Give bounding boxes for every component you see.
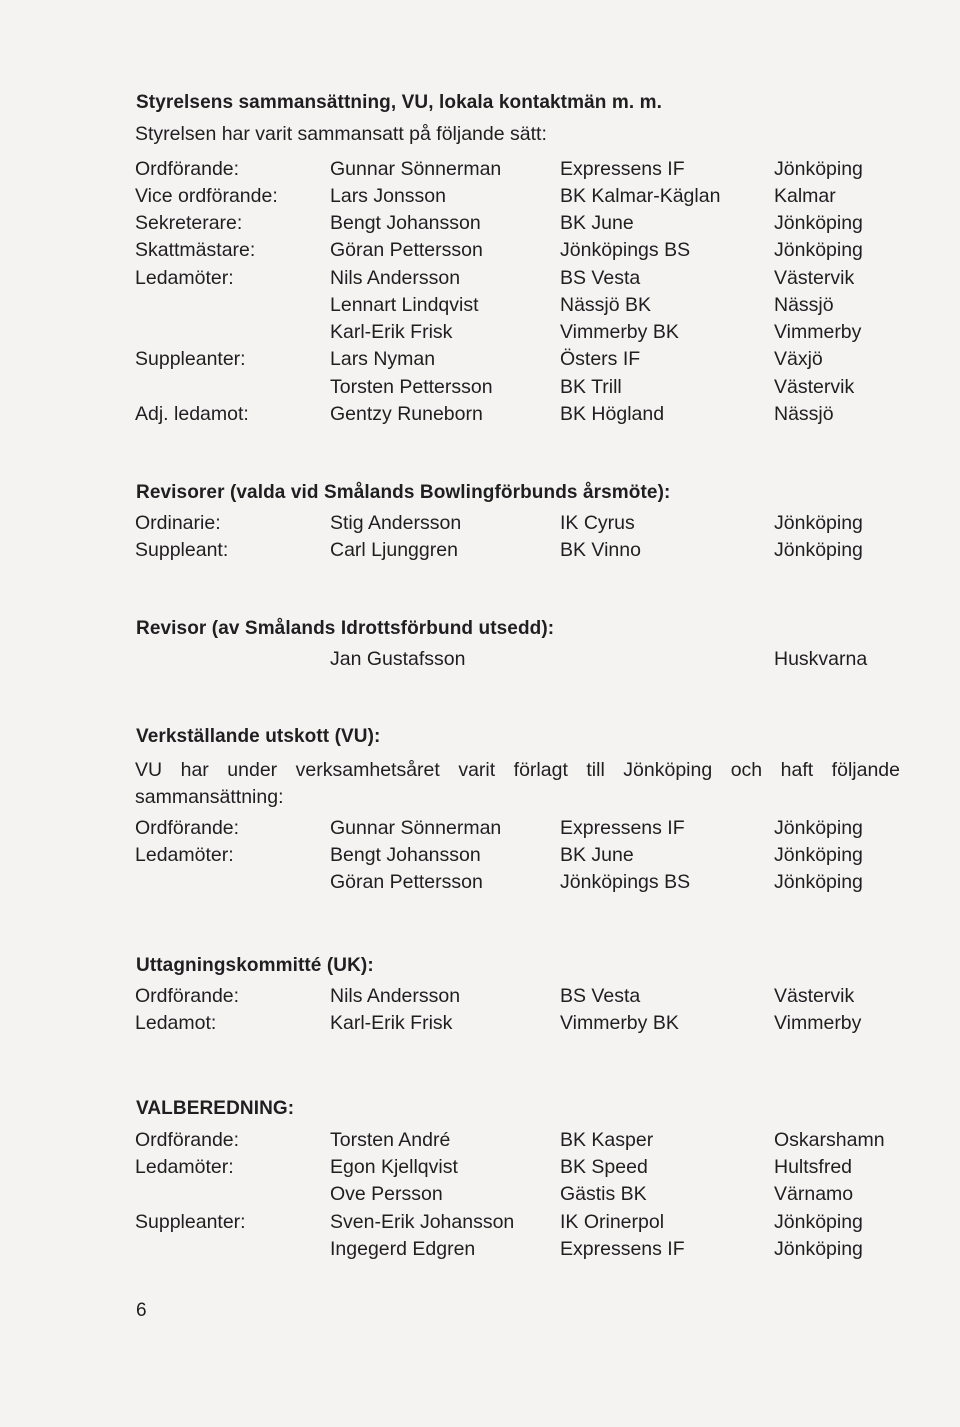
auditors-heading: Revisorer (valda vid Smålands Bowlingförbunds årsmöte):: [136, 482, 671, 503]
person-name: Ingegerd Edgren: [330, 1238, 476, 1260]
board-heading: Styrelsens sammansättning, VU, lokala kontaktmän m. m.: [136, 92, 662, 113]
role: Ledamöter:: [135, 844, 234, 866]
valberedning-row: [0, 1129, 960, 1156]
club: BK Speed: [560, 1156, 648, 1178]
city: Oskarshamn: [774, 1129, 885, 1151]
role: Skattmästare:: [135, 239, 256, 261]
vu-row: [0, 817, 960, 844]
role: Suppleanter:: [135, 348, 246, 370]
city: Växjö: [774, 348, 823, 370]
board-row: [0, 267, 960, 294]
board-row: [0, 294, 960, 321]
person-name: Lars Nyman: [330, 348, 436, 370]
role: Ordförande:: [135, 985, 240, 1007]
page-number: 6: [136, 1300, 147, 1321]
person-name: Carl Ljunggren: [330, 539, 458, 561]
club: BK Högland: [560, 403, 665, 425]
club: BK Kasper: [560, 1129, 654, 1151]
board-row: [0, 376, 960, 403]
person-name: Egon Kjellqvist: [330, 1156, 458, 1178]
club: Expressens IF: [560, 158, 685, 180]
city: Nässjö: [774, 403, 834, 425]
person-name: Gunnar Sönnerman: [330, 158, 502, 180]
person-name: Bengt Johansson: [330, 844, 481, 866]
city: Vimmerby: [774, 1012, 862, 1034]
city: Jönköping: [774, 539, 863, 561]
city: Jönköping: [774, 1238, 863, 1260]
role: Ledamot:: [135, 1012, 217, 1034]
city: Värnamo: [774, 1183, 854, 1205]
auditors-row: [0, 512, 960, 539]
board-row: [0, 185, 960, 212]
role: Ordinarie:: [135, 512, 221, 534]
person-name: Göran Pettersson: [330, 239, 483, 261]
valberedning-heading: VALBEREDNING:: [136, 1098, 295, 1119]
city: Kalmar: [774, 185, 836, 207]
club: BK Trill: [560, 376, 622, 398]
auditor-sif-heading: Revisor (av Smålands Idrottsförbund utsedd):: [136, 618, 555, 639]
role: Adj. ledamot:: [135, 403, 249, 425]
board-row: [0, 158, 960, 185]
role: Ledamöter:: [135, 267, 234, 289]
person-name: Lennart Lindqvist: [330, 294, 479, 316]
club: BK June: [560, 844, 634, 866]
uk-row: [0, 1012, 960, 1039]
city: Jönköping: [774, 158, 863, 180]
city: Jönköping: [774, 512, 863, 534]
role: Suppleanter:: [135, 1211, 246, 1233]
person-name: Göran Pettersson: [330, 871, 483, 893]
club: BS Vesta: [560, 267, 641, 289]
board-row: [0, 321, 960, 348]
city: Västervik: [774, 985, 855, 1007]
person-name: Gunnar Sönnerman: [330, 817, 502, 839]
person-name: Karl-Erik Frisk: [330, 1012, 453, 1034]
city: Nässjö: [774, 294, 834, 316]
city: Jönköping: [774, 871, 863, 893]
club: BK June: [560, 212, 634, 234]
club: Gästis BK: [560, 1183, 647, 1205]
role: Ordförande:: [135, 817, 240, 839]
role: Sekreterare:: [135, 212, 243, 234]
person-name: Nils Andersson: [330, 985, 461, 1007]
city: Jönköping: [774, 239, 863, 261]
club: Expressens IF: [560, 1238, 685, 1260]
club: Vimmerby BK: [560, 321, 679, 343]
board-row: [0, 212, 960, 239]
club: BK Kalmar-Käglan: [560, 185, 721, 207]
auditor-sif-row: [0, 648, 960, 675]
vu-heading: Verkställande utskott (VU):: [136, 726, 381, 747]
club: IK Orinerpol: [560, 1211, 665, 1233]
person-name: Bengt Johansson: [330, 212, 481, 234]
role: Ledamöter:: [135, 1156, 234, 1178]
person-name: Lars Jonsson: [330, 185, 446, 207]
uk-heading: Uttagningskommitté (UK):: [136, 955, 374, 976]
person-name: Gentzy Runeborn: [330, 403, 483, 425]
club: IK Cyrus: [560, 512, 635, 534]
city: Västervik: [774, 267, 855, 289]
club: BS Vesta: [560, 985, 641, 1007]
board-intro: Styrelsen har varit sammansatt på följande sätt:: [135, 123, 547, 145]
club: BK Vinno: [560, 539, 641, 561]
city: Jönköping: [774, 1211, 863, 1233]
club: Jönköpings BS: [560, 239, 691, 261]
role: Vice ordförande:: [135, 185, 278, 207]
valberedning-row: [0, 1211, 960, 1238]
auditors-row: [0, 539, 960, 566]
club: Expressens IF: [560, 817, 685, 839]
city: Jönköping: [774, 212, 863, 234]
vu-row: [0, 844, 960, 871]
board-row: [0, 403, 960, 430]
person-name: Stig Andersson: [330, 512, 462, 534]
city: Jönköping: [774, 844, 863, 866]
city: Huskvarna: [774, 648, 868, 670]
person-name: Ove Persson: [330, 1183, 443, 1205]
valberedning-row: [0, 1156, 960, 1183]
person-name: Torsten André: [330, 1129, 451, 1151]
role: Ordförande:: [135, 1129, 240, 1151]
board-row: [0, 348, 960, 375]
person-name: Jan Gustafsson: [330, 648, 466, 670]
vu-row: [0, 871, 960, 898]
valberedning-row: [0, 1238, 960, 1265]
city: Hultsfred: [774, 1156, 853, 1178]
club: Jönköpings BS: [560, 871, 691, 893]
uk-row: [0, 985, 960, 1012]
city: Jönköping: [774, 817, 863, 839]
city: Västervik: [774, 376, 855, 398]
board-row: [0, 239, 960, 266]
role: Ordförande:: [135, 158, 240, 180]
city: Vimmerby: [774, 321, 862, 343]
club: Vimmerby BK: [560, 1012, 679, 1034]
vu-text: VU har under verksamhetsåret varit förlagt till Jönköping och haft följande sammansättning:: [135, 759, 900, 808]
club: Nässjö BK: [560, 294, 652, 316]
person-name: Karl-Erik Frisk: [330, 321, 453, 343]
person-name: Torsten Pettersson: [330, 376, 493, 398]
valberedning-row: [0, 1183, 960, 1210]
person-name: Sven-Erik Johansson: [330, 1211, 515, 1233]
person-name: Nils Andersson: [330, 267, 461, 289]
club: Östers IF: [560, 348, 641, 370]
role: Suppleant:: [135, 539, 229, 561]
